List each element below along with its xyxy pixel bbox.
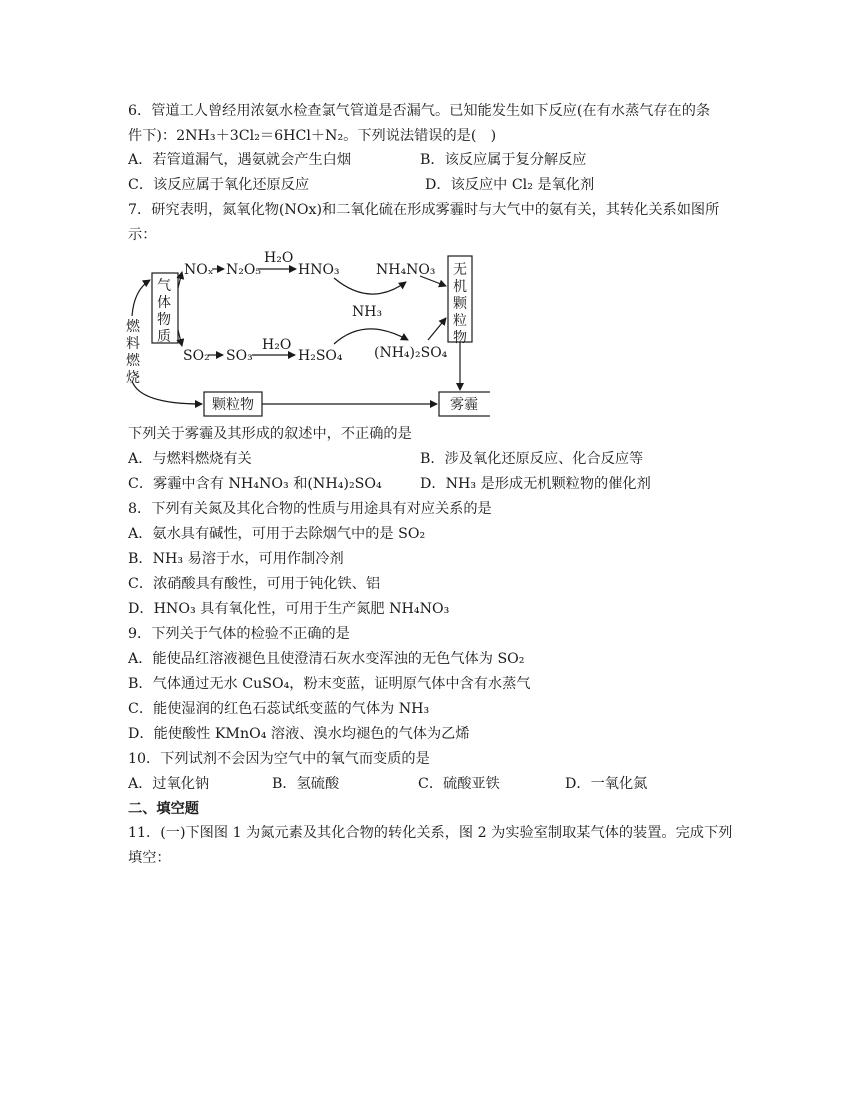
- diagram-nox: NOₓ: [184, 262, 214, 278]
- q7-option-b: B．涉及氧化还原反应、化合反应等: [420, 451, 644, 467]
- diagram-so2: SO₂: [183, 348, 210, 364]
- q9-option-c: C．能使湿润的红色石蕊试纸变蓝的气体为 NH₃: [128, 701, 430, 717]
- q8-option-d: D．HNO₃ 具有氧化性，可用于生产氮肥 NH₄NO₃: [128, 601, 450, 617]
- gas-char-3: 物: [157, 312, 171, 328]
- q7-option-d: D．NH₃ 是形成无机颗粒物的催化剂: [420, 476, 651, 492]
- diagram-inorganic-label: [453, 262, 471, 346]
- q9-option-d: D．能使酸性 KMnO₄ 溶液、溴水均褪色的气体为乙烯: [128, 726, 470, 742]
- diagram-haze-label: 雾霾: [450, 397, 478, 413]
- q7-option-c: C．雾霾中含有 NH₄NO₃ 和(NH₄)₂SO₄: [128, 476, 382, 492]
- inorganic-char-4: 粒: [453, 313, 467, 329]
- q7-option-a: A．与燃料燃烧有关: [128, 451, 252, 467]
- q9-stem: 9．下列关于气体的检验不正确的是: [128, 626, 350, 642]
- q8-stem: 8．下列有关氮及其化合物的性质与用途具有对应关系的是: [128, 501, 492, 517]
- q6-stem-line1: 6．管道工人曾经用浓氨水检查氯气管道是否漏气。已知能发生如下反应(在有水蒸气存在的条: [128, 103, 711, 119]
- q7-stem-line1: 7．研究表明，氮氧化物(NOx)和二氧化硫在形成雾霾时与大气中的氨有关，其转化关系如图所: [128, 202, 720, 218]
- diagram-h2so4: H₂SO₄: [298, 348, 343, 364]
- q10-option-d: D．一氧化氮: [565, 776, 648, 792]
- q6-option-d: D．该反应中 Cl₂ 是氧化剂: [425, 177, 595, 193]
- diagram-n2o5: N₂O₅: [226, 262, 261, 278]
- diagram-fuel-label: [126, 319, 144, 386]
- inorganic-char-3: 颗: [453, 296, 467, 312]
- q7-question: 下列关于雾霾及其形成的叙述中，不正确的是: [128, 426, 412, 442]
- fuel-char-2: 料: [126, 336, 140, 352]
- q6-option-a: A．若管道漏气，遇氨就会产生白烟: [128, 152, 352, 168]
- q9-option-b: B．气体通过无水 CuSO₄，粉末变蓝，证明原气体中含有水蒸气: [128, 676, 531, 692]
- diagram-nh3: NH₃: [352, 304, 383, 320]
- fuel-char-4: 烧: [126, 370, 140, 386]
- diagram-so3: SO₃: [226, 348, 253, 364]
- q10-option-a: A．过氧化钠: [128, 776, 210, 792]
- q10-option-c: C．硫酸亚铁: [418, 776, 500, 792]
- section-title-fill-blank: 二、填空题: [128, 801, 199, 817]
- q8-option-c: C．浓硝酸具有酸性，可用于钝化铁、铝: [128, 576, 381, 592]
- q6-stem-line2: 件下)：2NH₃＋3Cl₂＝6HCl＋N₂。下列说法错误的是( ): [128, 128, 497, 144]
- fuel-char-1: 燃: [126, 319, 140, 335]
- q11-stem-line1: 11．(一)下图图 1 为氮元素及其化合物的转化关系，图 2 为实验室制取某气体的装置。完成下列: [128, 825, 733, 841]
- diagram-h2o-top: H₂O: [264, 250, 294, 266]
- q10-stem: 10．下列试剂不会因为空气中的氧气而变质的是: [128, 751, 430, 767]
- diagram-gas-label: [157, 278, 175, 345]
- inorganic-char-1: 无: [453, 262, 467, 278]
- q9-option-a: A．能使品红溶液褪色且使澄清石灰水变浑浊的无色气体为 SO₂: [128, 651, 525, 667]
- diagram-hno3: HNO₃: [298, 262, 340, 278]
- q8-option-a: A．氨水具有碱性，可用于去除烟气中的是 SO₂: [128, 526, 426, 542]
- inorganic-char-5: 物: [453, 330, 467, 346]
- q8-option-b: B．NH₃ 易溶于水，可用作制冷剂: [128, 551, 344, 567]
- haze-formation-diagram: [120, 246, 490, 426]
- q6-option-c: C．该反应属于氧化还原反应: [128, 177, 310, 193]
- diagram-h2o-bottom: H₂O: [262, 337, 292, 353]
- gas-char-1: 气: [157, 278, 171, 294]
- q7-stem-line2: 示：: [128, 227, 157, 243]
- diagram-nh4no3: NH₄NO₃: [376, 262, 436, 278]
- diagram-particle-label: 颗粒物: [212, 397, 254, 413]
- gas-char-4: 质: [157, 329, 171, 345]
- q6-option-b: B．该反应属于复分解反应: [420, 152, 587, 168]
- inorganic-char-2: 机: [453, 279, 467, 295]
- q10-option-b: B．氢硫酸: [272, 776, 340, 792]
- diagram-nh42so4: (NH₄)₂SO₄: [374, 345, 448, 361]
- fuel-char-3: 燃: [126, 353, 140, 369]
- q11-stem-line2: 填空：: [128, 850, 171, 866]
- gas-char-2: 体: [157, 295, 171, 311]
